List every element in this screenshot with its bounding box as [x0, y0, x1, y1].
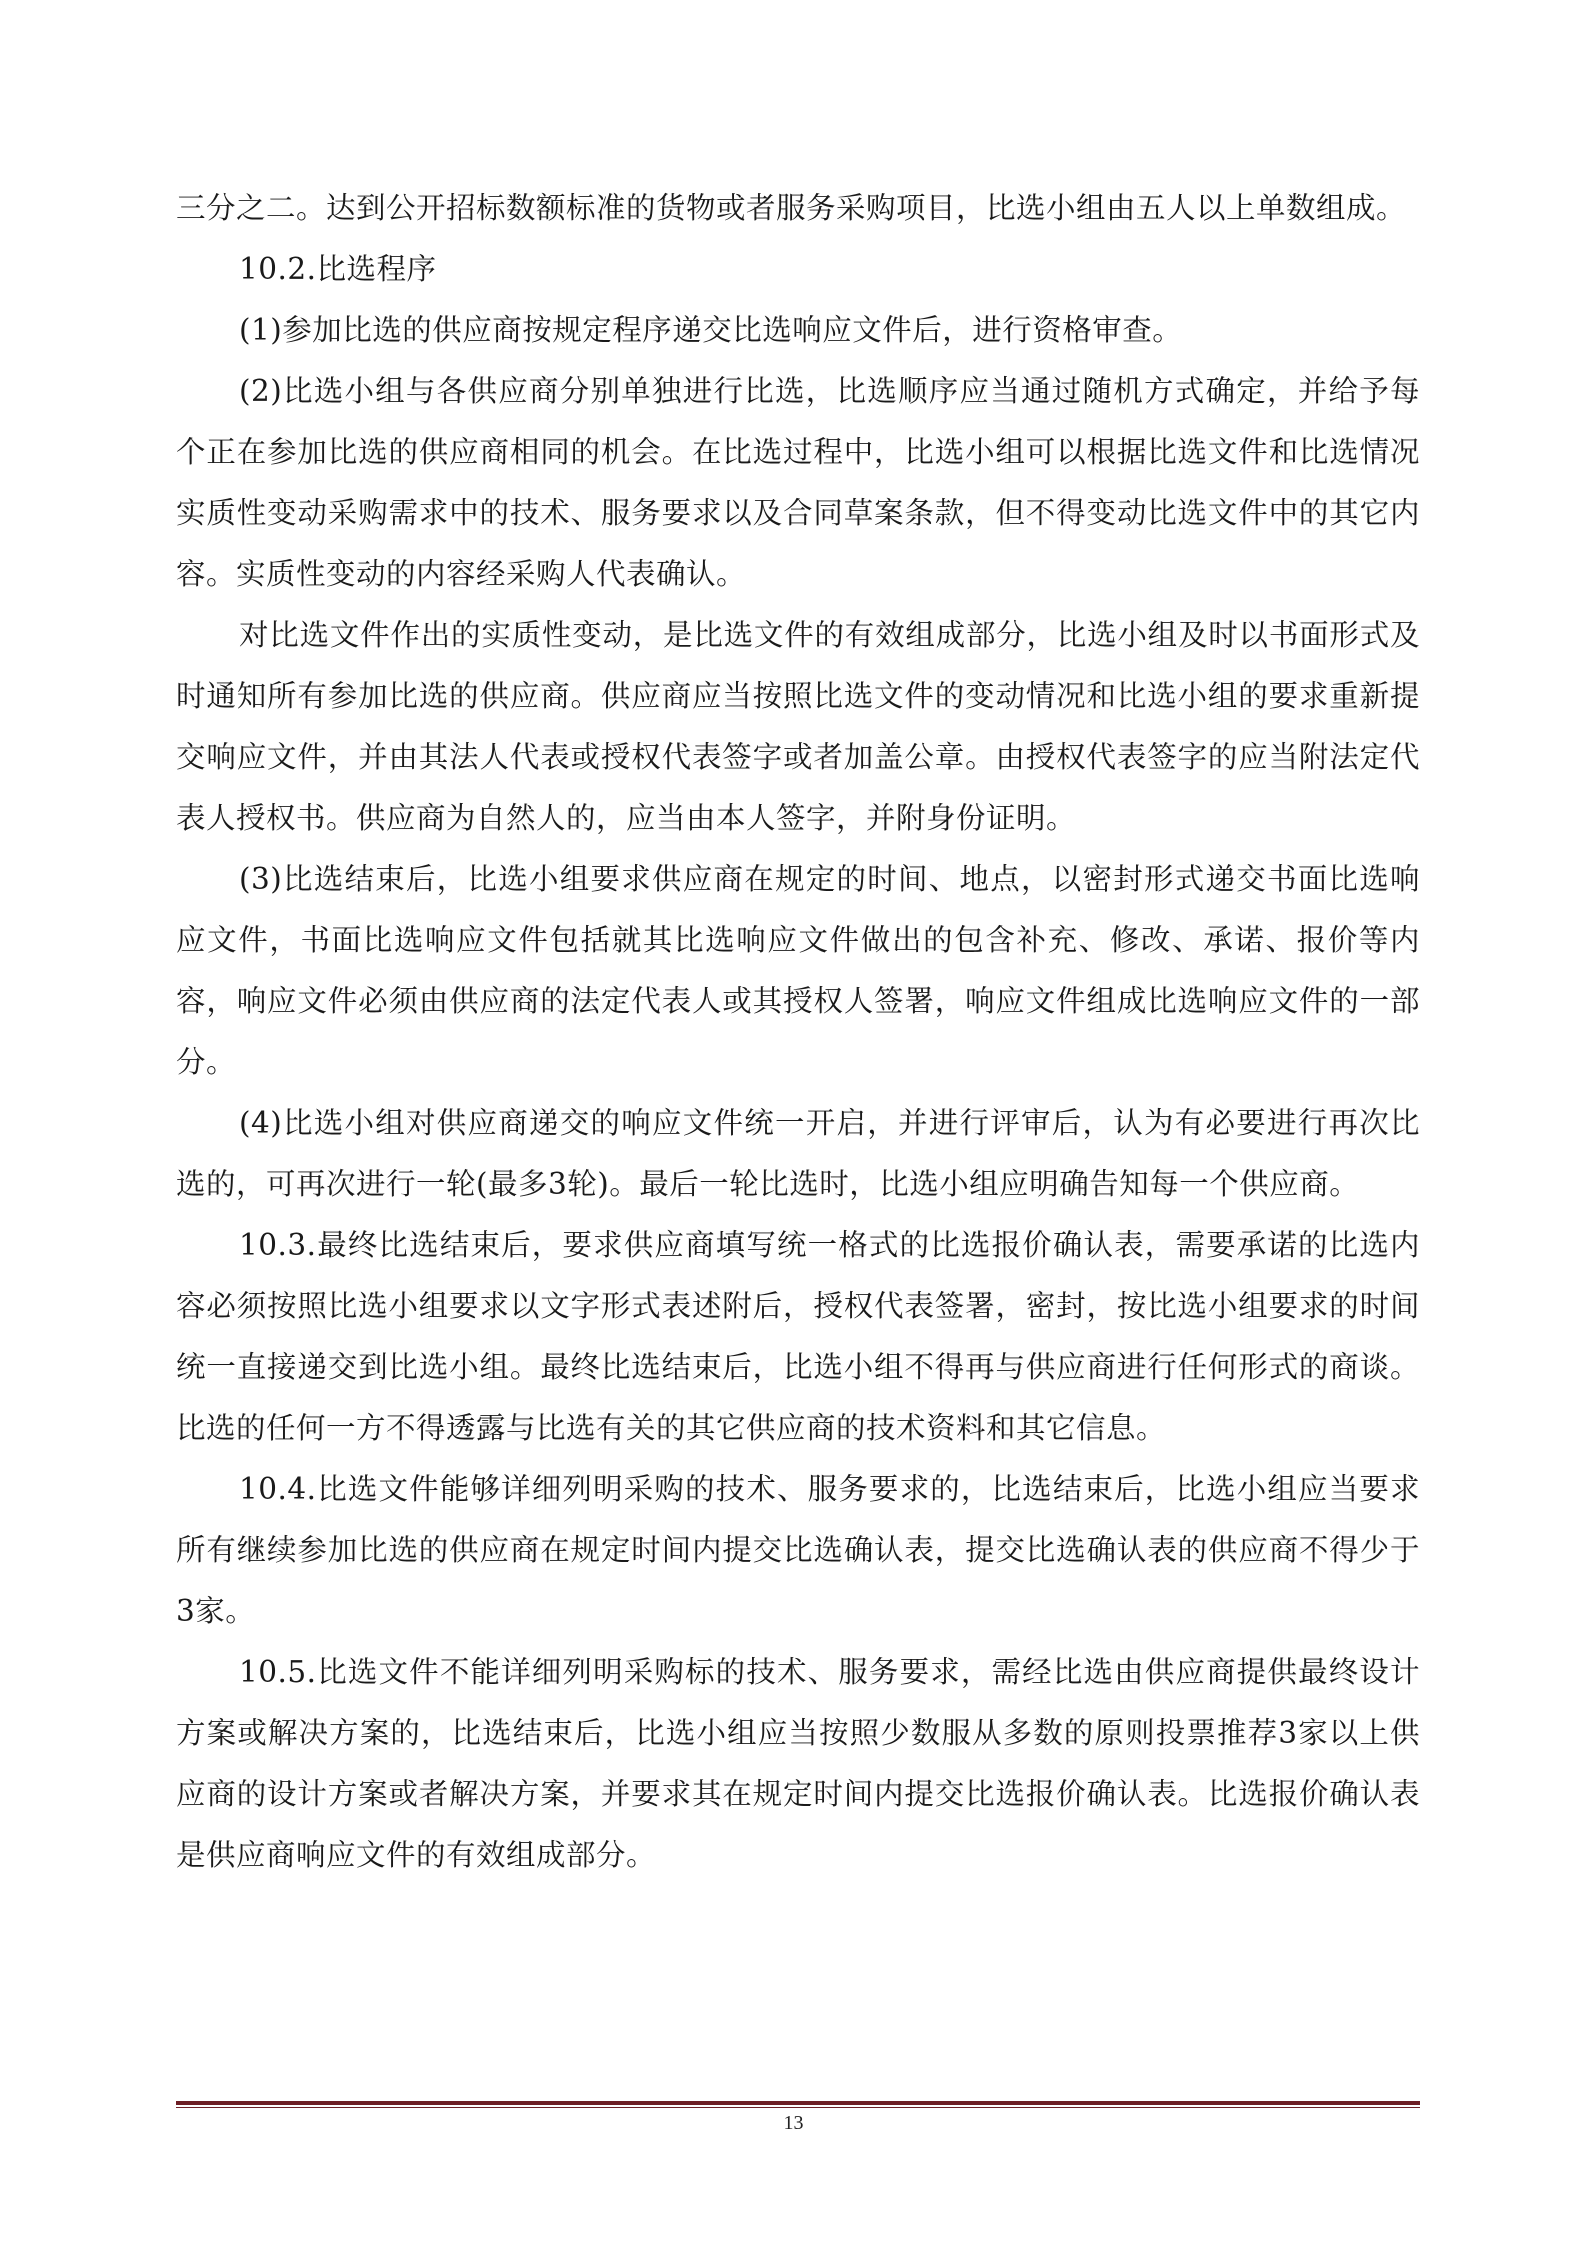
paragraph-item-4: (4)比选小组对供应商递交的响应文件统一开启，并进行评审后，认为有必要进行再次比选的，可再次进行一轮(最多3轮)。最后一轮比选时，比选小组应明确告知每一个供应商。: [176, 1106, 1420, 1201]
paragraph-item-1: (1)参加比选的供应商按规定程序递交比选响应文件后，进行资格审查。: [239, 313, 1183, 347]
paragraph-item-3: (3)比选结束后，比选小组要求供应商在规定的时间、地点，以密封形式递交书面比选响应文件，书面比选响应文件包括就其比选响应文件做出的包含补充、修改、承诺、报价等内容，响应文件必须由供应商的法定代表人或其授权人签署，响应文件组成比选响应文件的一部分。: [176, 862, 1420, 1079]
paragraph-substantive-changes: 对比选文件作出的实质性变动，是比选文件的有效组成部分，比选小组及时以书面形式及时通知所有参加比选的供应商。供应商应当按照比选文件的变动情况和比选小组的要求重新提交响应文件，并由其法人代表或授权代表签字或者加盖公章。由授权代表签字的应当附法定代表人授权书。供应商为自然人的，应当由本人签字，并附身份证明。: [176, 618, 1420, 835]
footer-divider: [176, 2101, 1420, 2108]
section-heading-10-2: 10.2.比选程序: [239, 252, 437, 286]
section-10-5: 10.5.比选文件不能详细列明采购标的技术、服务要求，需经比选由供应商提供最终设计方案或解决方案的，比选结束后，比选小组应当按照少数服从多数的原则投票推荐3家以上供应商的设计方案或者解决方案，并要求其在规定时间内提交比选报价确认表。比选报价确认表是供应商响应文件的有效组成部分。: [176, 1655, 1420, 1872]
paragraph-continuation: 三分之二。达到公开招标数额标准的货物或者服务采购项目，比选小组由五人以上单数组成。: [176, 191, 1407, 225]
document-body: [176, 178, 1420, 1886]
section-10-3: 10.3.最终比选结束后，要求供应商填写统一格式的比选报价确认表，需要承诺的比选内容必须按照比选小组要求以文字形式表述附后，授权代表签署，密封，按比选小组要求的时间统一直接递交到比选小组。最终比选结束后，比选小组不得再与供应商进行任何形式的商谈。比选的任何一方不得透露与比选有关的其它供应商的技术资料和其它信息。: [176, 1228, 1420, 1445]
page-number: 13: [783, 2112, 804, 2134]
section-10-4: 10.4.比选文件能够详细列明采购的技术、服务要求的，比选结束后，比选小组应当要求所有继续参加比选的供应商在规定时间内提交比选确认表，提交比选确认表的供应商不得少于3家。: [176, 1472, 1420, 1628]
paragraph-item-2: (2)比选小组与各供应商分别单独进行比选，比选顺序应当通过随机方式确定，并给予每个正在参加比选的供应商相同的机会。在比选过程中，比选小组可以根据比选文件和比选情况实质性变动采购需求中的技术、服务要求以及合同草案条款，但不得变动比选文件中的其它内容。实质性变动的内容经采购人代表确认。: [176, 374, 1420, 591]
